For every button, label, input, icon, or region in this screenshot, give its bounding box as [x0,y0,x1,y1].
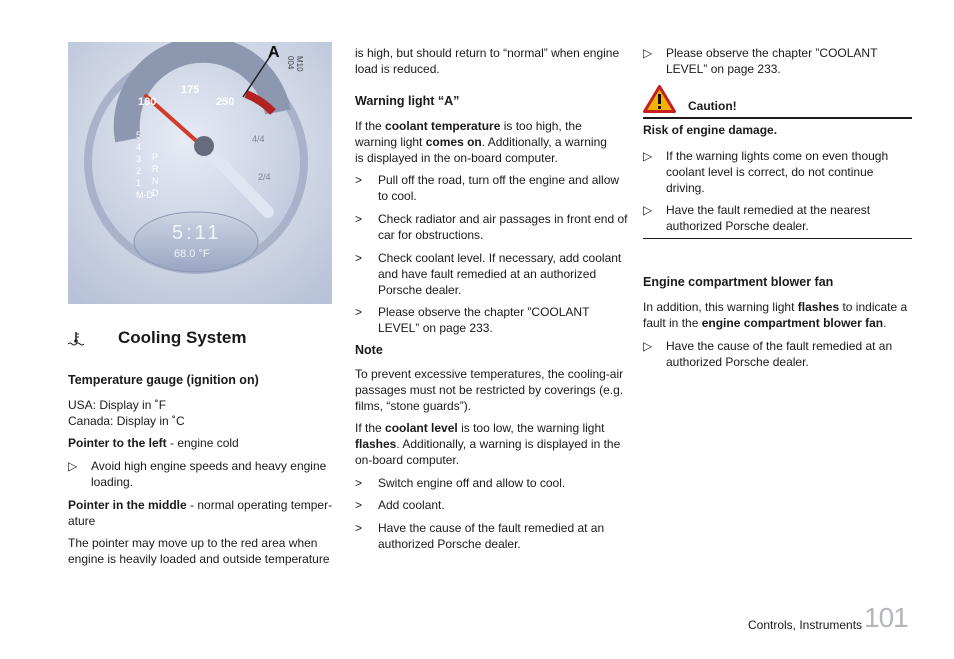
paragraph-line: is displayed in the on-board computer. [355,151,558,165]
list-item-line: Have the fault remedied at the nearest [666,203,871,217]
list-item-line: car for obstructions. [378,228,484,242]
pointer-left-rest: - engine cold [166,436,239,450]
text-run: . [883,316,887,330]
list-item-line: Porsche dealer. [378,283,462,297]
arrow-marker-icon: > [355,498,363,512]
caution-label: Caution! [688,99,737,113]
list-item-line: loading. [91,475,134,489]
text-run: If the [355,119,386,133]
text-run-bold: comes on [425,135,482,149]
text-run-bold: engine compartment blower fan [701,316,884,330]
arrow-marker-icon: > [355,476,363,490]
display-time: 5:11 [172,222,222,244]
list-item-line: Please observe the chapter ”COOLANT [378,305,590,319]
arrow-marker-icon: > [355,212,363,226]
gauge-label: 100 [138,96,157,108]
gauge-label: 175 [181,84,200,96]
triangle-marker-icon: ▷ [643,339,653,353]
warning-heading: Warning light “A” [355,94,460,108]
list-item-line: LEVEL” on page 233. [666,62,781,76]
paragraph-line: engine is heavily loaded and outside temperature [68,552,330,566]
gear-letter: D [152,188,159,198]
gear-number: 5 [136,130,142,140]
paragraph-line: films, “stone guards”). [355,399,472,413]
arrow-marker-icon: > [355,173,363,187]
paragraph-line: To prevent excessive temperatures, the cooling-air [355,367,624,381]
text-run-bold: coolant level [385,421,458,435]
triangle-marker-icon: ▷ [643,46,653,60]
rpm-label: 4/4 [252,134,265,144]
warning-triangle-icon [643,85,676,113]
page-number: 101 [864,602,908,633]
usa-display: USA: Display in ˚F [68,398,167,412]
pointer-left-text [68,435,239,451]
text-run: . Additionally, a warning [481,135,607,149]
paragraph-line: passages must not be restricted by coverings (e.g. [355,383,624,397]
list-item-line: If the warning lights come on even though [666,149,889,163]
paragraph-line [643,299,907,315]
rpm-label: 2/4 [258,172,271,182]
gear-number: 3 [136,154,142,164]
pointer-middle-bold: Pointer in the middle [68,498,187,512]
arrow-marker-icon: > [355,251,363,265]
paragraph-line: on-board computer. [355,453,460,467]
text-run: warning light [355,135,426,149]
gear-number: 1 [136,178,142,188]
gear-letter: R [152,164,159,174]
gear-letter: P [152,152,159,162]
list-item-line: Check radiator and air passages in front end of [378,212,628,226]
list-item-line: authorized Porsche dealer. [666,355,809,369]
triangle-marker-icon: ▷ [68,459,78,473]
list-item-line: Check coolant level. If necessary, add coolant [378,251,622,265]
text-run: In addition, this warning light [643,300,798,314]
gauge-illustration [68,42,332,304]
paragraph-line: The pointer may move up to the red area when [68,536,318,550]
list-item-line: LEVEL” on page 233. [378,321,493,335]
list-item-line: and have fault remedied at an authorized [378,267,597,281]
text-run: . Additionally, a warning is displayed in the [396,437,621,451]
paragraph-line [355,436,620,452]
text-run: If the [355,421,386,435]
paragraph-line: ature [68,514,96,528]
paragraph-line [643,315,886,331]
list-item-line: Have the cause of the fault remedied at an [666,339,893,353]
list-item-line: Have the cause of the fault remedied at an [378,521,605,535]
section-title: Cooling System [118,328,247,347]
caution-top-rule [643,117,912,119]
pointer-left-bold: Pointer to the left [68,436,167,450]
gear-letter: N [152,176,159,186]
text-run-bold: flashes [797,300,840,314]
footer-section: Controls, Instruments [748,618,863,632]
list-item-line: Avoid high engine speeds and heavy engine [91,459,327,473]
list-item-line: coolant level is correct, do not continue [666,165,874,179]
paragraph-line [355,118,582,134]
list-item-line: Pull off the road, turn off the engine and allow [378,173,620,187]
gear-number: 4 [136,142,142,152]
caution-bottom-rule [643,238,912,239]
gauge-label: 250 [216,96,235,108]
pointer-middle-rest: - normal operating temper- [186,498,333,512]
coolant-temperature-icon [68,332,84,346]
list-item-line: driving. [666,181,705,195]
paragraph-line [355,420,604,436]
gear-number: M-D [136,190,153,200]
arrow-marker-icon: > [355,305,363,319]
list-item-line: Add coolant. [378,498,445,512]
text-run: to indicate a [839,300,908,314]
canada-display: Canada: Display in ˚C [68,414,185,428]
note-heading: Note [355,343,383,357]
callout-label: A [268,44,280,61]
triangle-marker-icon: ▷ [643,149,653,163]
triangle-marker-icon: ▷ [643,203,653,217]
paragraph-line [355,134,607,150]
pointer-middle-text [68,497,332,513]
text-run: is too low, the warning light [457,421,605,435]
list-item-line: Switch engine off and allow to cool. [378,476,566,490]
list-item-line: authorized Porsche dealer. [378,537,521,551]
paragraph-line: load is reduced. [355,62,440,76]
text-run: fault in the [643,316,702,330]
subheading: Temperature gauge (ignition on) [68,373,259,387]
display-temperature: 68.0 °F [174,248,210,260]
paragraph-line: is high, but should return to “normal” when engine [355,46,620,60]
list-item-line: Please observe the chapter ”COOLANT [666,46,878,60]
text-run-bold: flashes [355,437,397,451]
text-run-bold: coolant temperature [385,119,501,133]
gear-number: 2 [136,166,142,176]
list-item-line: to cool. [378,189,417,203]
arrow-marker-icon: > [355,521,363,535]
blower-heading: Engine compartment blower fan [643,275,834,289]
text-run: is too high, the [500,119,582,133]
risk-text: Risk of engine damage. [643,123,778,137]
list-item-line: authorized Porsche dealer. [666,219,809,233]
figure-code: M10 004 [286,56,304,72]
